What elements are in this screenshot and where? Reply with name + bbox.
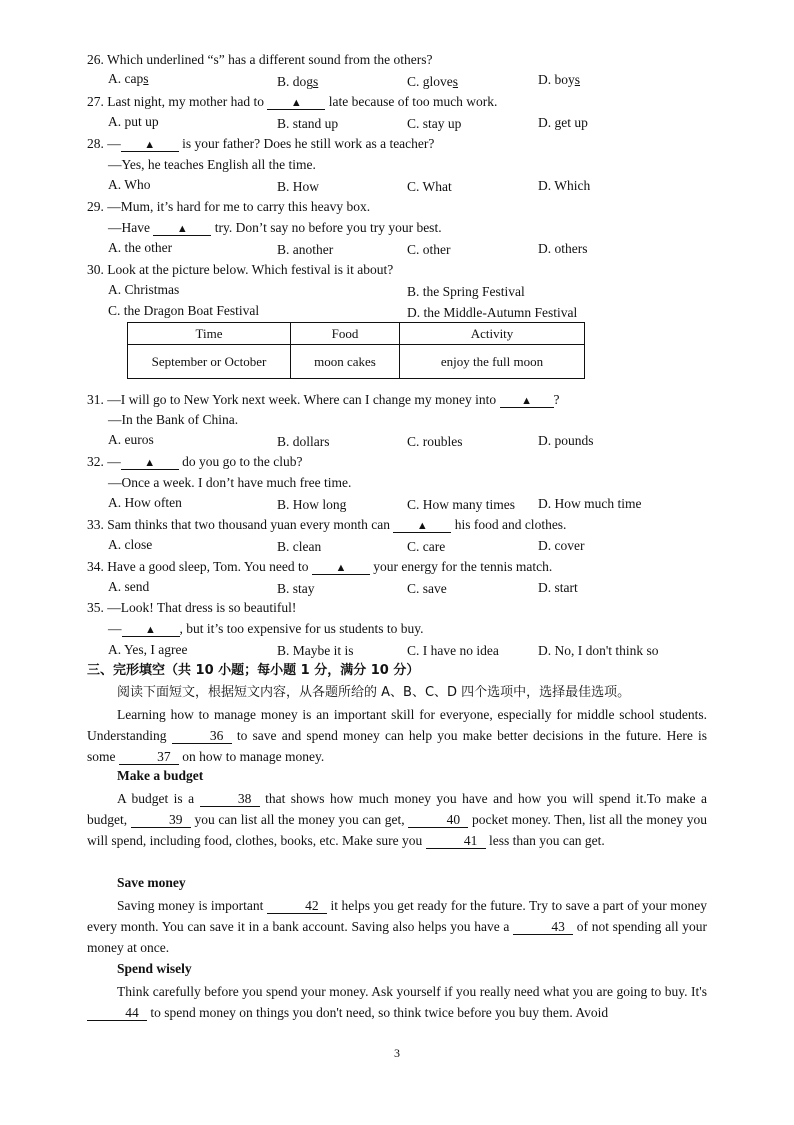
q32-option-c[interactable]: C. How many times — [407, 497, 515, 512]
q31-option-b[interactable]: B. dollars — [277, 434, 330, 449]
q28-reply: —Yes, he teaches English all the time. — [108, 157, 316, 172]
q34-option-a[interactable]: A. send — [108, 579, 150, 594]
q29-option-c[interactable]: C. other — [407, 242, 451, 257]
q26-option-b[interactable]: B. dogs — [277, 74, 319, 89]
table-header-row — [128, 323, 585, 345]
table-header: Food — [291, 323, 400, 345]
q31-stem: 31. —I will go to New York next week. Where can I change my money into ▲ ? — [87, 392, 560, 407]
q29-option-d[interactable]: D. others — [538, 241, 588, 256]
q32-option-a[interactable]: A. How often — [108, 495, 182, 510]
section-instruction: 阅读下面短文，根据短文内容，从各题所给的 A、B、C、D 四个选项中，选择最佳选项。 — [117, 685, 631, 700]
q35-option-a[interactable]: A. Yes, I agree — [108, 642, 188, 657]
q33-blank[interactable]: ▲ — [393, 518, 451, 533]
q28-blank[interactable]: ▲ — [121, 137, 179, 152]
q28-option-c[interactable]: C. What — [407, 179, 452, 194]
q31-option-c[interactable]: C. roubles — [407, 434, 463, 449]
q29-option-b[interactable]: B. another — [277, 242, 334, 257]
q31-reply: —In the Bank of China. — [108, 412, 239, 427]
passage-paragraph-1: Learning how to manage money is an important skill for everyone, especially for middle school students. Understanding 36 to save and spend money can help you make better decisions in the future. Here is some 37 on how to manage money. — [87, 707, 708, 764]
passage-paragraph-3: Saving money is important 42 it helps you get ready for the future. Try to save a part of your money every month. You can save it in a bank account. Saving also helps you have a 43 of not spending all your money at once. — [87, 898, 708, 955]
festival-table — [127, 322, 585, 379]
q28-option-a[interactable]: A. Who — [108, 177, 151, 192]
q33-option-a[interactable]: A. close — [108, 537, 153, 552]
q34-option-b[interactable]: B. stay — [277, 581, 315, 596]
blank-40[interactable]: 40 — [408, 813, 468, 828]
q35-stem: 35. —Look! That dress is so beautiful! — [87, 600, 297, 615]
q35-blank[interactable]: ▲ — [122, 622, 180, 637]
q26-option-d[interactable]: D. boys — [538, 72, 581, 87]
q32-option-d[interactable]: D. How much time — [538, 496, 642, 511]
blank-43[interactable]: 43 — [513, 920, 573, 935]
q30-option-d[interactable]: D. the Middle-Autumn Festival — [407, 305, 578, 320]
q26-option-a[interactable]: A. caps — [108, 71, 149, 86]
q31-option-a[interactable]: A. euros — [108, 432, 154, 447]
q30-stem: 30. Look at the picture below. Which festival is it about? — [87, 262, 394, 277]
q34-option-c[interactable]: C. save — [407, 581, 447, 596]
blank-42[interactable]: 42 — [267, 899, 327, 914]
q35-option-c[interactable]: C. I have no idea — [407, 643, 499, 658]
heading-save-money: Save money — [117, 875, 186, 890]
blank-36[interactable]: 36 — [172, 729, 232, 744]
q35-option-d[interactable]: D. No, I don't think so — [538, 643, 659, 658]
blank-38[interactable]: 38 — [200, 792, 260, 807]
q28-option-d[interactable]: D. Which — [538, 178, 591, 193]
q32-stem: 32. — ▲ do you go to the club? — [87, 454, 303, 469]
q33-option-c[interactable]: C. care — [407, 539, 446, 554]
q26-option-c[interactable]: C. gloves — [407, 74, 459, 89]
q29-stem: 29. —Mum, it’s hard for me to carry this heavy box. — [87, 199, 371, 214]
blank-41[interactable]: 41 — [426, 834, 486, 849]
q27-option-c[interactable]: C. stay up — [407, 116, 462, 131]
q34-stem: 34. Have a good sleep, Tom. You need to ▲ your energy for the tennis match. — [87, 559, 553, 574]
passage-paragraph-2: A budget is a 38 that shows how much money you have and how you will spend it.To make a budget, 39 you can list all the money you can get, 40 pocket money. Then, list all the money you will spend, including food, clothes, books, etc. Make sure you 41 less than you can get. — [87, 791, 708, 848]
q27-option-a[interactable]: A. put up — [108, 114, 159, 129]
section-title: 三、完形填空（共 10 小题；每小题 1 分，满分 10 分） — [87, 663, 420, 678]
table-header: Activity — [400, 323, 585, 345]
table-row — [128, 345, 585, 379]
passage-paragraph-4: Think carefully before you spend your money. Ask yourself if you really need what you are going to buy. It's 44 to spend money on things you don't need, so think twice before you buy them. Avoid — [87, 981, 707, 1023]
q27-stem: 27. Last night, my mother had to ▲ late because of too much work. — [87, 94, 498, 109]
q28-option-b[interactable]: B. How — [277, 179, 320, 194]
q31-blank[interactable]: ▲ — [500, 393, 554, 408]
q30-option-a[interactable]: A. Christmas — [108, 282, 180, 297]
q30-option-c[interactable]: C. the Dragon Boat Festival — [108, 303, 260, 318]
q35-option-b[interactable]: B. Maybe it is — [277, 643, 354, 658]
q30-option-b[interactable]: B. the Spring Festival — [407, 284, 525, 299]
q34-option-d[interactable]: D. start — [538, 580, 578, 595]
q27-option-d[interactable]: D. get up — [538, 115, 588, 130]
heading-make-a-budget: Make a budget — [117, 768, 204, 783]
blank-44[interactable]: 44 — [87, 1006, 147, 1021]
q29-blank[interactable]: ▲ — [153, 221, 211, 236]
q33-option-b[interactable]: B. clean — [277, 539, 322, 554]
q32-blank[interactable]: ▲ — [121, 455, 179, 470]
table-cell: moon cakes — [291, 345, 400, 379]
q32-option-b[interactable]: B. How long — [277, 497, 347, 512]
q26-stem: 26. Which underlined “s” has a different sound from the others? — [87, 52, 433, 67]
page-number: 3 — [394, 1046, 400, 1060]
blank-39[interactable]: 39 — [131, 813, 191, 828]
q33-stem: 33. Sam thinks that two thousand yuan every month can ▲ his food and clothes. — [87, 517, 567, 532]
q28-stem: 28. — ▲ is your father? Does he still work as a teacher? — [87, 136, 435, 151]
q29-option-a[interactable]: A. the other — [108, 240, 173, 255]
table-cell: September or October — [128, 345, 291, 379]
q34-blank[interactable]: ▲ — [312, 560, 370, 575]
q31-option-d[interactable]: D. pounds — [538, 433, 594, 448]
heading-spend-wisely: Spend wisely — [117, 961, 192, 976]
q27-option-b[interactable]: B. stand up — [277, 116, 339, 131]
q29-line2: —Have ▲ try. Don’t say no before you try your best. — [108, 220, 442, 235]
table-header: Time — [128, 323, 291, 345]
q33-option-d[interactable]: D. cover — [538, 538, 585, 553]
table-cell: enjoy the full moon — [400, 345, 585, 379]
q32-reply: —Once a week. I don’t have much free time. — [108, 475, 352, 490]
q27-blank[interactable]: ▲ — [267, 95, 325, 110]
q35-line2: — ▲ , but it’s too expensive for us students to buy. — [108, 621, 424, 636]
blank-37[interactable]: 37 — [119, 750, 179, 765]
